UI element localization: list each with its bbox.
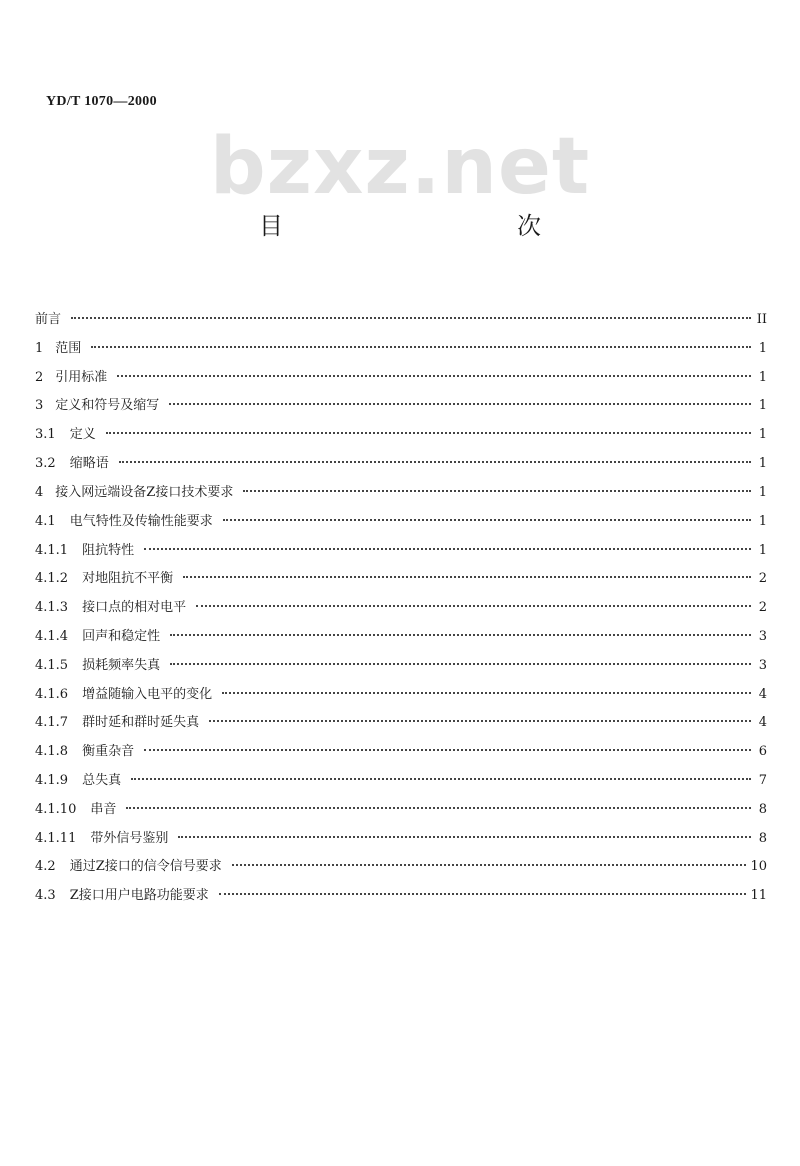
toc-entry-title: 增益随输入电平的变化 <box>82 686 213 702</box>
toc-entry-page: 1 <box>758 513 767 529</box>
toc-entry[interactable] <box>35 594 767 623</box>
toc-entry-title: 衡重杂音 <box>82 744 135 760</box>
toc-entry-number: 4.1.4 <box>35 628 69 644</box>
dot-leader <box>170 634 751 636</box>
toc-entry-title: Z接口用户电路功能要求 <box>69 888 209 904</box>
toc-entry-number: 4.1.9 <box>35 773 69 788</box>
toc-entry-page: 3 <box>758 628 767 644</box>
toc-entry[interactable] <box>35 681 767 710</box>
toc-entry-number: 1 <box>35 340 44 356</box>
toc-entry[interactable] <box>35 825 767 854</box>
toc-entry-number: 4.1 <box>35 513 56 529</box>
toc-entry[interactable] <box>35 709 767 738</box>
toc-entry-page: 1 <box>758 398 767 414</box>
toc-entry-number: 4 <box>35 484 44 500</box>
toc-entry-number: 3.1 <box>35 427 56 443</box>
toc-entry-page: 1 <box>758 542 767 558</box>
dot-leader <box>126 807 751 809</box>
toc-entry[interactable] <box>35 652 767 681</box>
dot-leader <box>170 663 751 665</box>
toc-entry-title: 损耗频率失真 <box>82 657 161 673</box>
toc-entry[interactable] <box>35 306 767 335</box>
toc-entry-number: 4.1.6 <box>35 686 69 702</box>
toc-entry[interactable] <box>35 565 767 594</box>
dot-leader <box>219 893 747 895</box>
toc-entry-title: 对地阻抗不平衡 <box>82 571 174 587</box>
toc-entry[interactable] <box>35 508 767 537</box>
toc-entry-title: 阻抗特性 <box>82 542 135 558</box>
toc-entry-number: 4.1.7 <box>35 715 69 731</box>
dot-leader <box>232 864 747 866</box>
toc-entry-page: 1 <box>758 369 767 385</box>
toc-entry-page: 1 <box>758 340 767 356</box>
toc-entry-page: 8 <box>758 830 767 846</box>
toc-entry-title: 引用标准 <box>55 369 108 385</box>
toc-entry-title: 电气特性及传输性能要求 <box>69 513 213 529</box>
dot-leader <box>178 836 751 838</box>
toc-entry[interactable] <box>35 392 767 421</box>
toc-entry-title: 前言 <box>35 312 62 327</box>
toc-entry-number: 4.3 <box>35 888 56 904</box>
toc-entry-page: 10 <box>750 859 767 875</box>
dot-leader <box>106 432 751 434</box>
toc-entry-number: 4.1.8 <box>35 744 69 760</box>
dot-leader <box>117 375 751 377</box>
toc-entry-title: 定义和符号及缩写 <box>55 398 160 414</box>
toc-entry[interactable] <box>35 364 767 393</box>
toc-entry[interactable] <box>35 882 767 911</box>
dot-leader <box>144 749 751 751</box>
toc-entry-title: 接入网远端设备Z接口技术要求 <box>55 484 234 500</box>
toc-entry-number: 4.1.3 <box>35 600 69 616</box>
dot-leader <box>131 778 751 780</box>
toc-entry-title: 回声和稳定性 <box>82 628 161 644</box>
toc-entry-title: 通过Z接口的信令信号要求 <box>69 859 222 875</box>
toc-entry-page: 4 <box>758 715 767 731</box>
dot-leader <box>209 720 751 722</box>
page-title: 目 次 <box>259 212 603 240</box>
toc-entry-title: 总失真 <box>82 773 122 788</box>
toc-entry-number: 3.2 <box>35 456 56 472</box>
standard-number: YD/T 1070—2000 <box>46 94 157 109</box>
toc-entry-number: 2 <box>35 369 44 385</box>
toc-entry[interactable] <box>35 335 767 364</box>
toc-entry-page: 7 <box>758 773 767 788</box>
dot-leader <box>91 346 751 348</box>
toc-entry-page: 1 <box>758 456 767 472</box>
toc-entry-title: 缩略语 <box>69 456 109 472</box>
toc-entry-page: 4 <box>758 686 767 702</box>
toc-entry-number: 4.1.10 <box>35 801 77 817</box>
toc-entry[interactable] <box>35 767 767 796</box>
toc-entry[interactable] <box>35 796 767 825</box>
toc-entry-title: 定义 <box>69 427 96 443</box>
toc-entry-title: 范围 <box>55 340 82 356</box>
watermark: bzxz.net <box>209 122 591 212</box>
toc-entry-number: 4.1.1 <box>35 542 69 558</box>
table-of-contents <box>35 306 767 911</box>
toc-entry-page: 6 <box>758 744 767 760</box>
toc-entry-page: 1 <box>758 427 767 443</box>
dot-leader <box>243 490 751 492</box>
toc-entry[interactable] <box>35 853 767 882</box>
toc-entry-page: 11 <box>750 888 767 904</box>
dot-leader <box>222 692 751 694</box>
dot-leader <box>183 576 751 578</box>
toc-entry-title: 带外信号鉴别 <box>90 830 169 846</box>
toc-entry-page: 3 <box>758 657 767 673</box>
toc-entry[interactable] <box>35 479 767 508</box>
toc-entry-number: 4.1.2 <box>35 571 69 587</box>
toc-entry-number: 4.1.11 <box>35 830 77 846</box>
toc-entry-number: 4.1.5 <box>35 657 69 673</box>
dot-leader <box>223 519 751 521</box>
toc-entry-title: 串音 <box>90 801 117 817</box>
toc-entry-title: 接口点的相对电平 <box>82 600 187 616</box>
toc-entry[interactable] <box>35 450 767 479</box>
dot-leader <box>169 403 751 405</box>
toc-entry-page: 2 <box>758 600 767 616</box>
toc-entry[interactable] <box>35 421 767 450</box>
dot-leader <box>196 605 751 607</box>
toc-entry-page: 1 <box>758 484 767 500</box>
toc-entry-title: 群时延和群时延失真 <box>82 715 200 731</box>
dot-leader <box>144 548 751 550</box>
toc-entry-page: 8 <box>758 801 767 817</box>
toc-entry[interactable] <box>35 623 767 652</box>
dot-leader <box>71 317 751 319</box>
dot-leader <box>119 461 751 463</box>
toc-entry[interactable] <box>35 738 767 767</box>
toc-entry-page: II <box>756 312 767 327</box>
toc-entry-page: 2 <box>758 571 767 587</box>
toc-entry-number: 3 <box>35 398 44 414</box>
toc-entry-number: 4.2 <box>35 859 56 875</box>
toc-entry[interactable] <box>35 537 767 566</box>
